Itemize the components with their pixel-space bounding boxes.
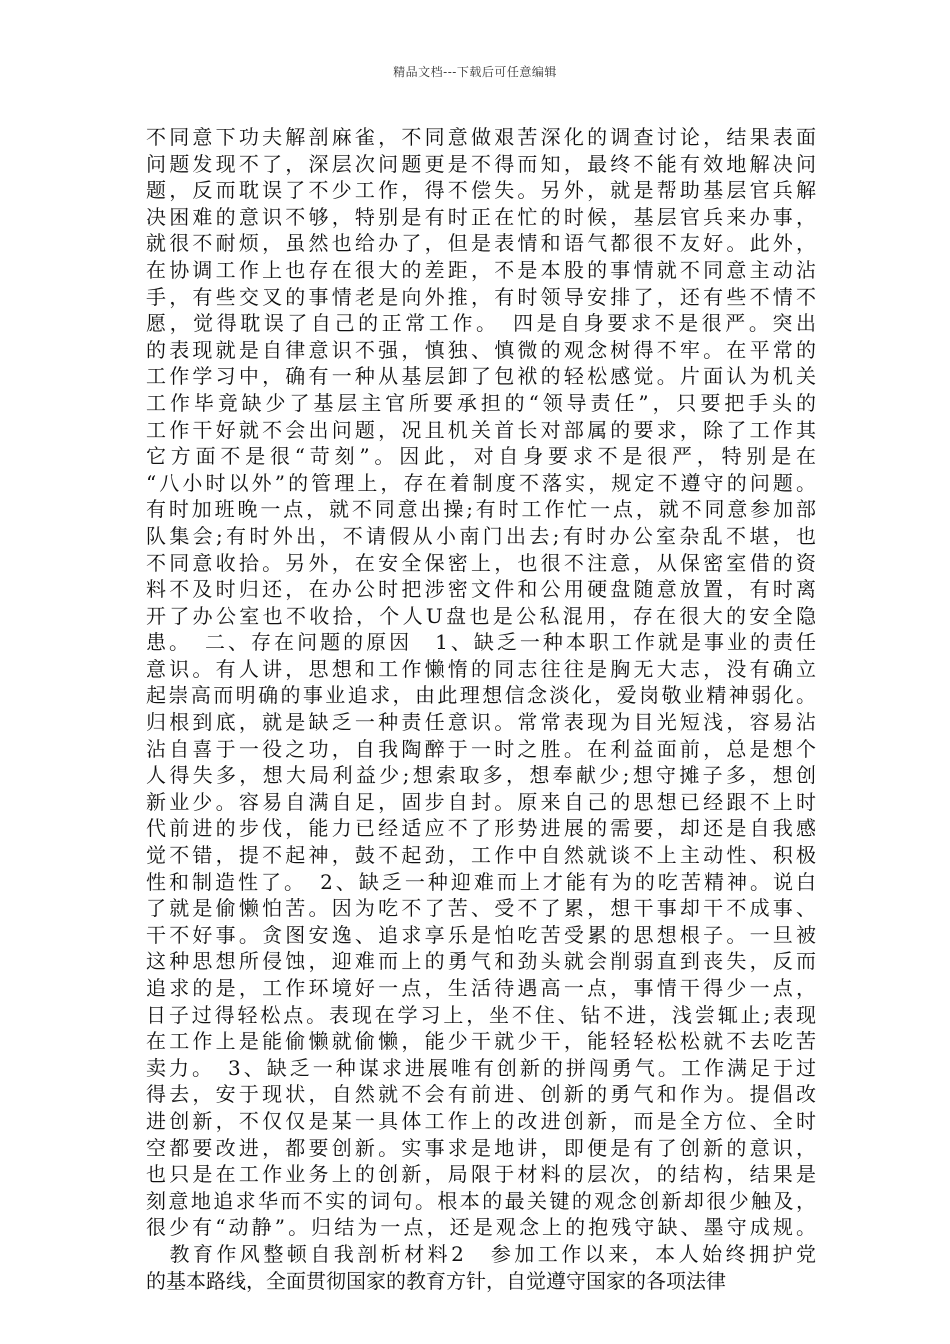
text-line: 沾自喜于一役之功，自我陶醉于一时之胜。在利益面前，总是想个 — [146, 736, 816, 761]
text-line: 日子过得轻松点。表现在学习上，坐不住、钻不进，浅尝辄止;表现 — [146, 1002, 816, 1027]
text-line: 在工作上是能偷懒就偷懒，能少干就少干，能轻轻松松就不去吃苦 — [146, 1029, 816, 1054]
text-line: 也只是在工作业务上的创新，局限于材料的层次，的结构，结果是 — [146, 1162, 816, 1187]
text-line: 题，反而耽误了不少工作，得不偿失。另外，就是帮助基层官兵解 — [146, 178, 816, 203]
text-line: 得去，安于现状，自然就不会有前进、创新的勇气和作为。提倡改 — [146, 1082, 816, 1107]
text-line: 它方面不是很“苛刻”。因此，对自身要求不是很严，特别是在 — [146, 444, 816, 469]
text-line: 卖力。 3、缺乏一种谋求进展唯有创新的拼闯勇气。工作满足于过 — [146, 1055, 816, 1080]
text-line: “八小时以外”的管理上，存在着制度不落实，规定不遵守的问题。 — [146, 470, 816, 495]
text-line: 这种思想所侵蚀，迎难而上的勇气和劲头就会削弱直到丧失，反而 — [146, 949, 816, 974]
text-line: 空都要改进，都要创新。实事求是地讲，即便是有了创新的意识， — [146, 1135, 816, 1160]
text-line: 工作干好就不会出问题，况且机关首长对部属的要求，除了工作其 — [146, 417, 816, 442]
text-line: 追求的是，工作环境好一点，生活待遇高一点，事情干得少一点， — [146, 976, 816, 1000]
text-line: 料不及时归还，在办公时把涉密文件和公用硬盘随意放置，有时离 — [146, 577, 816, 602]
text-line: 患。 二、存在问题的原因 1、缺乏一种本职工作就是事业的责任 — [146, 630, 816, 655]
text-line: 问题发现不了，深层次问题更是不得而知，最终不能有效地解决问 — [146, 151, 816, 176]
text-line: 意识。有人讲，思想和工作懒惰的同志往往是胸无大志，没有确立 — [146, 656, 816, 681]
text-line: 的基本路线，全面贯彻国家的教育方针，自觉遵守国家的各项法律 — [146, 1268, 726, 1293]
text-line: 进创新，不仅仅是某一具体工作上的改进创新，而是全方位、全时 — [146, 1108, 816, 1133]
text-line: 有时加班晚一点，就不同意出操;有时工作忙一点，就不同意参加部 — [146, 497, 816, 522]
text-line: 决困难的意识不够，特别是有时正在忙的时候，基层官兵来办事， — [146, 204, 816, 229]
text-line: 干不好事。贪图安逸、追求享乐是怕吃苦受累的思想根子。一旦被 — [146, 922, 816, 947]
text-line: 觉不错，提不起神，鼓不起劲，工作中自然就谈不上主动性、积极 — [146, 843, 816, 868]
text-line: 起崇高而明确的事业追求，由此理想信念淡化，爱岗敬业精神弱化。 — [146, 683, 816, 708]
text-line: 工作学习中，确有一种从基层卸了包袱的轻松感觉。片面认为机关 — [146, 364, 816, 389]
document-body — [146, 124, 816, 1294]
page-header: 精品文档---下载后可任意编辑 — [393, 65, 557, 79]
text-line: 新业少。容易自满自足，固步自封。原来自己的思想已经跟不上时 — [146, 789, 816, 814]
text-line: 性和制造性了。 2、缺乏一种迎难而上才能有为的吃苦精神。说白 — [146, 869, 816, 894]
text-line: 的表现就是自律意识不强，慎独、慎微的观念树得不牢。在平常的 — [146, 337, 816, 362]
text-line: 归根到底，就是缺乏一种责任意识。常常表现为目光短浅，容易沾 — [146, 710, 816, 735]
text-line: 手，有些交叉的事情老是向外推，有时领导安排了，还有些不情不 — [146, 284, 816, 309]
text-line: 不同意收拾。另外，在安全保密上，也很不注意，从保密室借的资 — [146, 550, 816, 575]
text-line: 不同意下功夫解剖麻雀，不同意做艰苦深化的调查讨论，结果表面 — [146, 125, 816, 149]
text-line: 愿，觉得耽误了自己的正常工作。 四是自身要求不是很严。突出 — [146, 311, 816, 336]
text-line: 工作毕竟缺少了基层主官所要承担的“领导责任”，只要把手头的 — [146, 390, 816, 415]
text-line: 开了办公室也不收拾，个人U盘也是公私混用，存在很大的安全隐 — [146, 603, 816, 628]
text-line: 就很不耐烦，虽然也给办了，但是表情和语气都很不友好。此外， — [146, 231, 816, 256]
text-line: 刻意地追求华而不实的词句。根本的最关键的观念创新却很少触及， — [146, 1188, 816, 1213]
text-line: 教育作风整顿自我剖析材料2 参加工作以来，本人始终拥护党 — [146, 1241, 816, 1266]
text-line: 了就是偷懒怕苦。因为吃不了苦、受不了累，想干事却干不成事、 — [146, 896, 816, 921]
text-line: 队集会;有时外出，不请假从小南门出去;有时办公室杂乱不堪，也 — [146, 523, 816, 548]
text-line: 人得失多，想大局利益少;想索取多，想奉献少;想守摊子多，想创 — [146, 763, 816, 788]
text-line: 在协调工作上也存在很大的差距，不是本股的事情就不同意主动沾 — [146, 257, 816, 282]
text-line: 很少有“动静”。归结为一点，还是观念上的抱残守缺、墨守成规。 — [146, 1215, 816, 1240]
text-line: 代前进的步伐，能力已经适应不了形势进展的需要，却还是自我感 — [146, 816, 816, 841]
